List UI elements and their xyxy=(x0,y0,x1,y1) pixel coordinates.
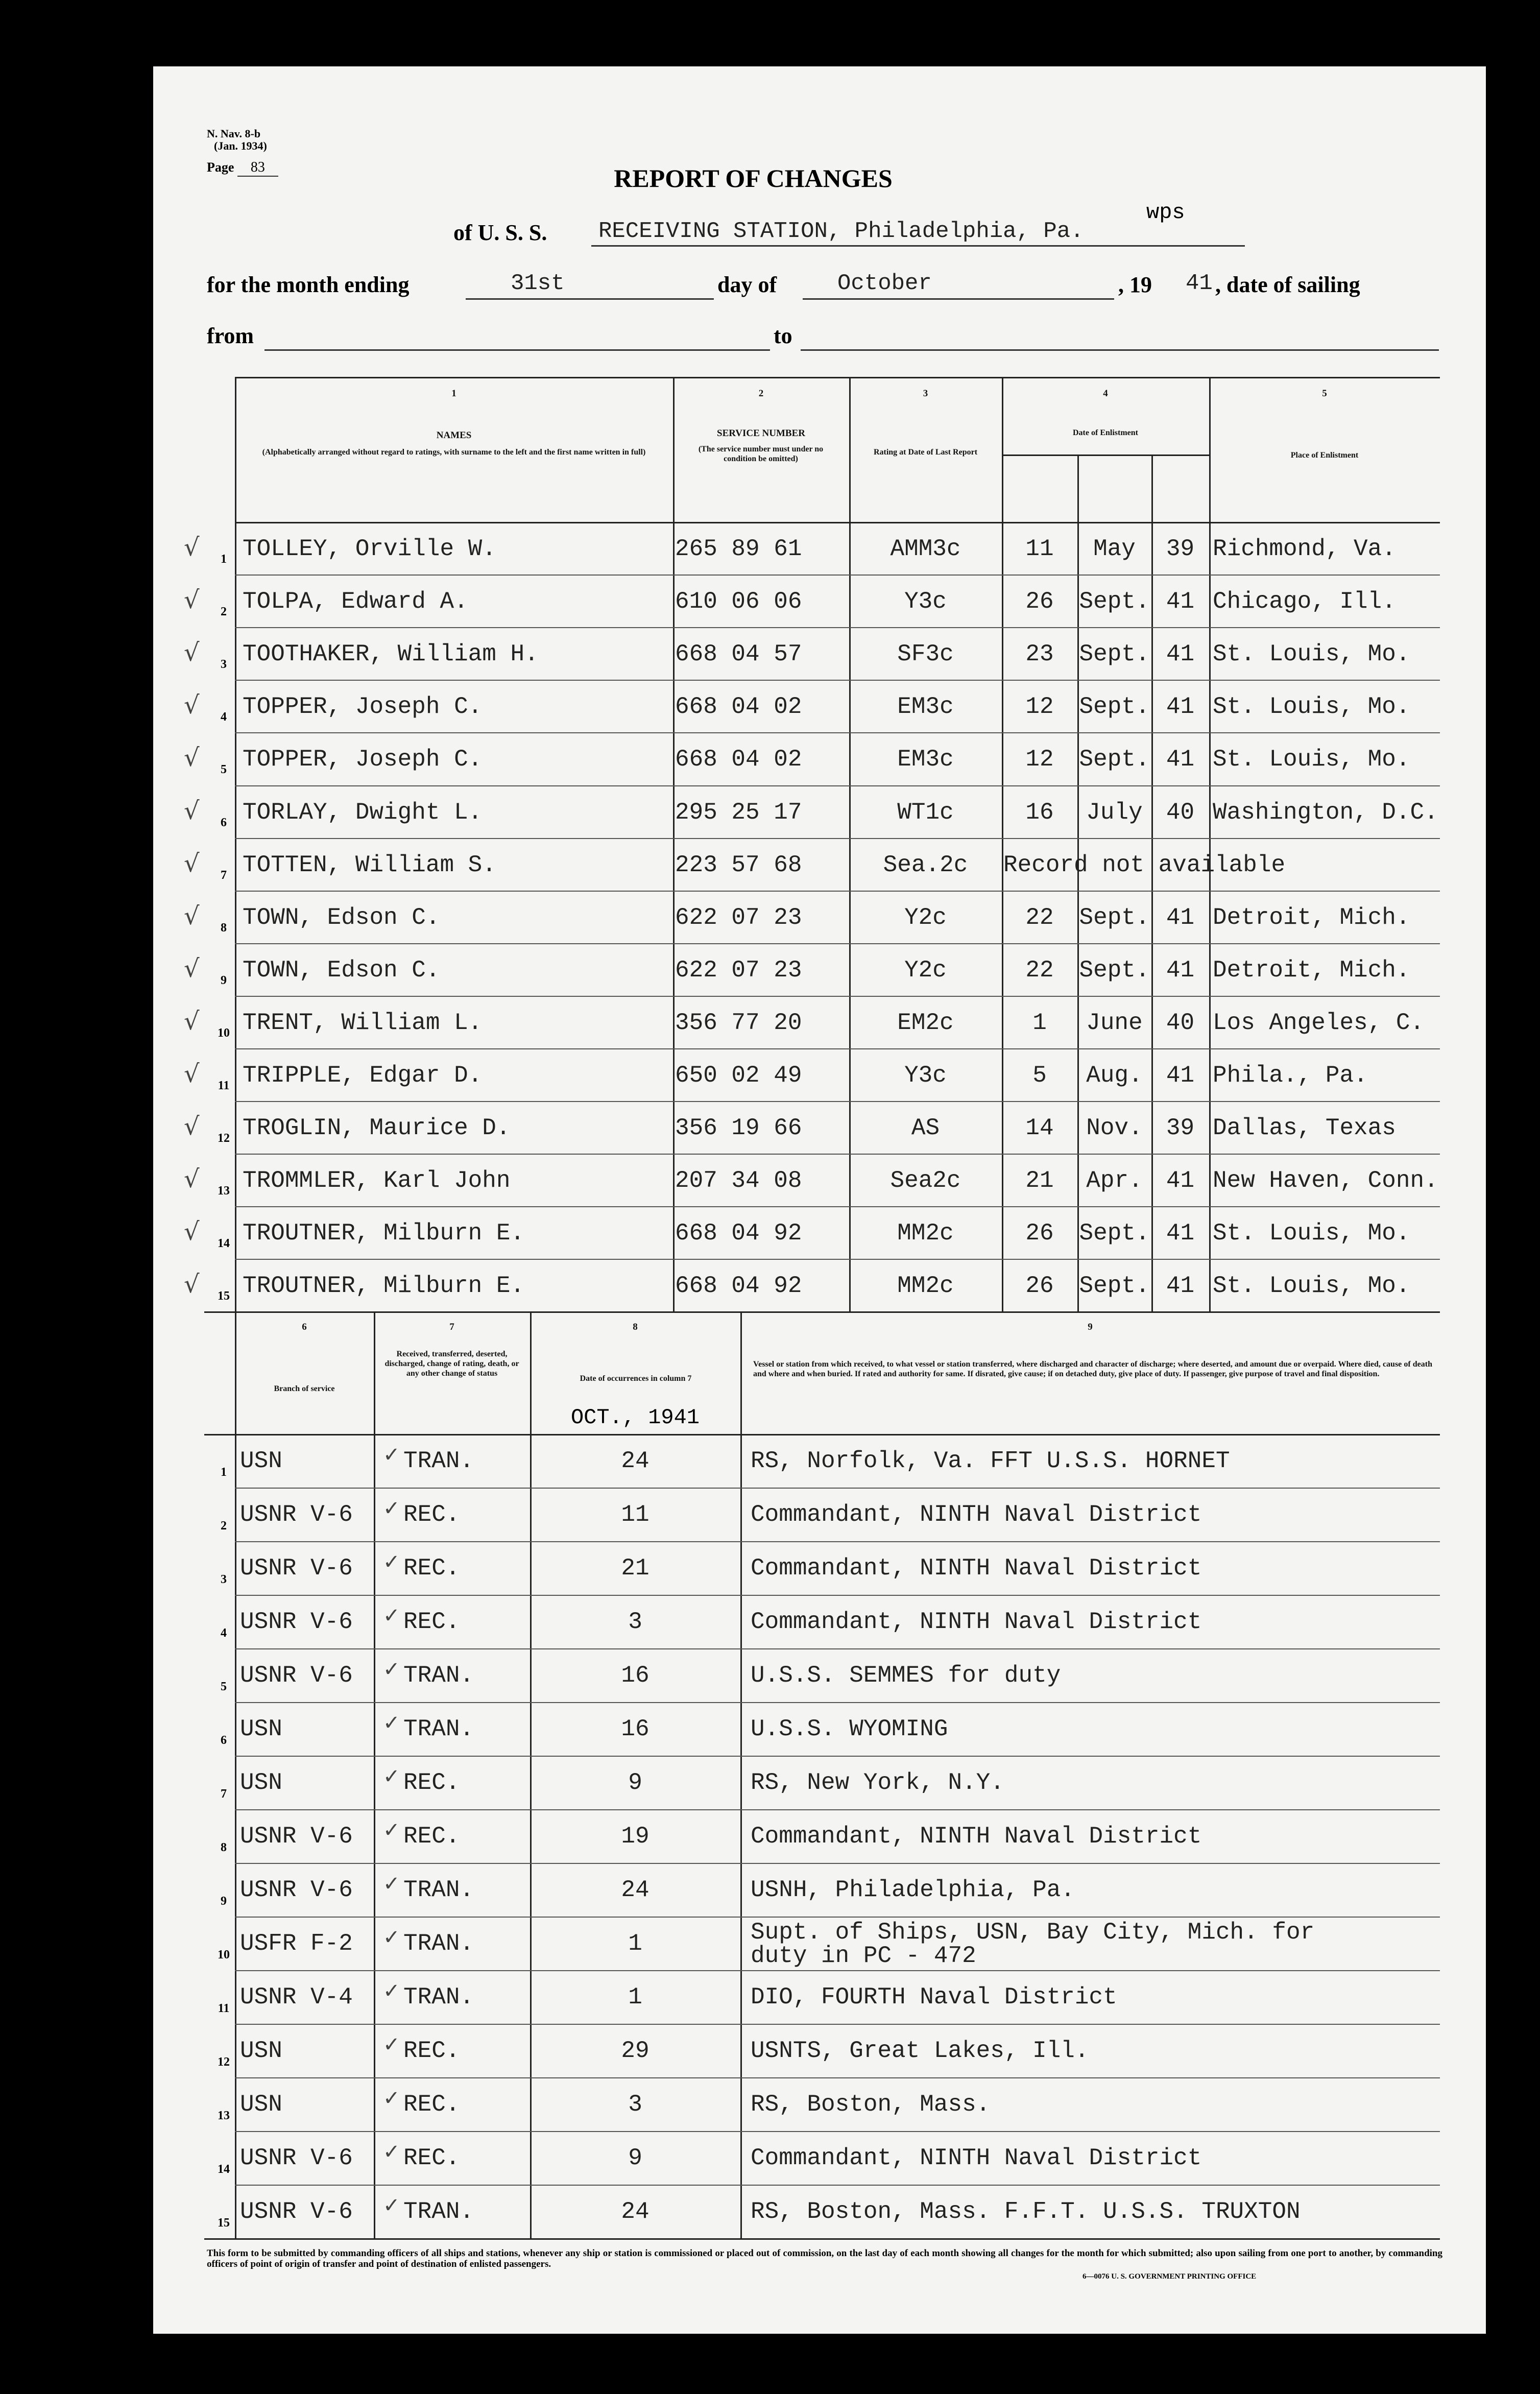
service-number: 223 57 68 xyxy=(675,851,802,878)
year-prefix: , 19 xyxy=(1118,272,1152,297)
status-change: TRAN. xyxy=(403,1930,474,1957)
branch-of-service: USN xyxy=(240,1716,282,1742)
check-mark: ✓ xyxy=(383,1979,400,2003)
status-change: TRAN. xyxy=(403,1716,474,1742)
rating: Y2c xyxy=(904,956,947,984)
row-number: 9 xyxy=(221,973,227,987)
enlistment-place: Richmond, Va. xyxy=(1213,536,1396,562)
row-number: 2 xyxy=(221,1519,227,1533)
enlistment-month: Aug. xyxy=(1086,1062,1143,1089)
from-label: from xyxy=(207,323,254,348)
check-mark: √ xyxy=(184,744,200,773)
form-instructions: This form to be submitted by commanding officers of all ships and stations, whenever any ship or station is commissioned or placed out of commission, on the last day of each month showing all changes for the month for which submitted; also upon sailing from one port to another, by commanding officers of point of origin of transfer and point of destination of enlisted passengers. xyxy=(207,2248,1442,2269)
status-change: REC. xyxy=(403,1501,460,1528)
enlistment-month: Apr. xyxy=(1086,1167,1143,1194)
check-mark: ✓ xyxy=(383,1765,400,1788)
row-rule xyxy=(235,1702,1440,1703)
remarks: Commandant, NINTH Naval District xyxy=(751,2145,1202,2171)
rating: Sea2c xyxy=(890,1167,961,1194)
service-number: 650 02 49 xyxy=(675,1062,802,1089)
enlistment-day: 26 xyxy=(1025,588,1054,615)
row-number: 15 xyxy=(218,1289,230,1303)
service-number: 356 77 20 xyxy=(675,1009,802,1036)
row-number: 2 xyxy=(221,605,227,619)
status-change: REC. xyxy=(403,2145,460,2171)
enlistment-month: Sept. xyxy=(1079,693,1150,721)
enlistment-year: 41 xyxy=(1166,1273,1195,1300)
rating: Y3c xyxy=(904,1062,947,1089)
row-number: 9 xyxy=(221,1895,227,1908)
enlistment-month: June xyxy=(1086,1009,1143,1036)
rating: Y2c xyxy=(904,904,947,931)
enlistment-year: 41 xyxy=(1166,1220,1195,1247)
row-rule xyxy=(235,1756,1440,1757)
enlistment-place: St. Louis, Mo. xyxy=(1213,746,1410,773)
enlistment-place: Dallas, Texas xyxy=(1213,1115,1396,1142)
branch-of-service: USN xyxy=(240,1769,282,1796)
occurrence-day: 16 xyxy=(621,1662,649,1689)
rating: Sea.2c xyxy=(883,851,968,878)
page-number: Page 83 xyxy=(207,159,278,177)
check-mark: ✓ xyxy=(383,1926,400,1949)
row-rule xyxy=(235,2131,1440,2132)
remarks: RS, Norfolk, Va. FFT U.S.S. HORNET xyxy=(751,1448,1230,1474)
status-change: REC. xyxy=(403,2091,460,2118)
person-name: TORLAY, Dwight L. xyxy=(243,799,483,826)
person-name: TOLLEY, Orville W. xyxy=(243,536,496,562)
row-rule xyxy=(235,1101,1440,1102)
remarks: U.S.S. WYOMING xyxy=(751,1716,948,1742)
person-name: TOTTEN, William S. xyxy=(243,851,496,878)
enlistment-place: St. Louis, Mo. xyxy=(1213,693,1410,721)
enlistment-year: 41 xyxy=(1166,956,1195,984)
enlistment-year: 39 xyxy=(1166,1115,1195,1142)
row-number: 3 xyxy=(221,658,227,672)
check-mark: √ xyxy=(184,586,200,615)
enlistment-day: 16 xyxy=(1025,799,1054,826)
month-ending-label: for the month ending xyxy=(207,272,410,297)
row-number: 14 xyxy=(218,2163,230,2176)
remarks: U.S.S. SEMMES for duty xyxy=(751,1662,1061,1689)
service-number: 356 19 66 xyxy=(675,1115,802,1142)
row-rule xyxy=(235,838,1440,839)
col-date-header: Date of occurrences in column 7 xyxy=(580,1374,692,1383)
remarks: USNTS, Great Lakes, Ill. xyxy=(751,2038,1089,2064)
of-uss-label: of U. S. S. xyxy=(453,220,547,245)
remarks: RS, New York, N.Y. xyxy=(751,1769,1004,1796)
check-mark: √ xyxy=(184,1217,200,1247)
check-mark: √ xyxy=(184,849,200,878)
enlistment-place: Los Angeles, C. xyxy=(1213,1009,1425,1036)
clerk-initials: wps xyxy=(1146,200,1185,225)
enlistment-day: 5 xyxy=(1032,1062,1047,1089)
day-of-label: day of xyxy=(717,272,777,297)
rating: MM2c xyxy=(897,1273,954,1300)
row-number: 12 xyxy=(218,1132,230,1145)
row-number: 8 xyxy=(221,921,227,935)
enlistment-year: 39 xyxy=(1166,536,1195,562)
form-sheet: N. Nav. 8-b (Jan. 1934) Page 83 REPORT OF CHANGES wps of U. S. S. RECEIVING STATION, Philadelphia, Pa. for the month ending 31st day of October , 19 41 , date of sailing from to 1 NAMES (Alphabetically arranged without regard to ratings, with surname to the left and the first name written in full) 2 SERVICE NUMBER (The service number must under no condition be omitted) 3 Rating at Date of Last Report 4 Date of Enlistment 5 Place of Enlistment 1 √ TOLLEY, Orville W. 265 89 61 AMM3c 11 May 39 Richmond, Va. 2 √ TOLPA, Edward A. 610 06 06 Y3c 26 Sept. 41 Chicago, Ill. 3 √ TOOTHAKER, William H. 668 04 57 SF3c 23 Sept. 41 St. Louis, Mo. 4 √ TOPPER, Joseph C. 668 04 02 EM3c 12 Sept. 41 St. Louis, Mo. 5 √ TOPPER, Joseph C. 668 04 02 EM3c 12 Sept. 41 St. Louis, Mo. 6 √ TORLAY, Dwight L. 295 25 17 WT1c 16 July 40 Washington, D.C. 7 √ TOTTEN, William S. 223 57 68 Sea.2c Record not available 8 √ TOWN, Edson C. 622 07 23 Y2c 22 Sept. 41 Detroit, Mich. 9 √ TOWN, Edson C. 622 07 23 Y2c 22 Sept. 41 Detroit, Mich. 10 √ TRENT, William L. 356 77 20 EM2c 1 June 40 Los Angeles, C. 11 √ TRIPPLE, Edgar D. 650 02 49 Y3c 5 Aug. 41 Phila., Pa. 12 √ TROGLIN, Maurice D. 356 19 66 AS 14 Nov. 39 Dallas, Texas 13 √ TROMMLER, Karl John 207 34 08 Sea2c 21 Apr. 41 New Haven, Conn. 14 √ TROUTNER, Milburn E. 668 04 92 MM2c 26 Sept. 41 St. Louis, Mo. 15 √ TROUTNER, Milburn E. 668 04 92 MM2c 26 Sept. 41 St. Louis, Mo. 6 Branch of service 7 Received, transferred, deserted, discharged, change of rating, death, or any other change of status 8 Date of occurrences in column 7 OCT., 1941 9 Vessel or station from which received, to what vessel or station transferred, where discharged and character of discharge; where deserted, and amount due or overpaid. Where died, cause of death and where and when buried. If rated and authority for same. If disrated, give cause; if on detached duty, give place of duty. If passenger, give purpose of travel and final disposition. 1 USN ✓ TRAN. 24 RS, Norfolk, Va. FFT U.S.S. HORNET 2 USNR V-6 ✓ REC. 11 Commandant, NINTH Naval District 3 USNR V-6 ✓ REC. 21 Commandant, NINTH Naval District 4 USNR V-6 ✓ REC. 3 Commandant, NINTH Naval District 5 USNR V-6 ✓ TRAN. 16 U.S.S. SEMMES for duty 6 USN ✓ TRAN. 16 U.S.S. WYOMING 7 USN ✓ REC. 9 RS, New York, N.Y. 8 USNR V-6 ✓ REC. 19 Commandant, NINTH Naval District 9 USNR V-6 ✓ TRAN. 24 USNH, Philadelphia, Pa. 10 USFR F-2 ✓ TRAN. 1 Supt. of Ships, USN, Bay City, Mich. for duty in PC - 472 11 USNR V-4 ✓ TRAN. 1 DIO, FOURTH Naval District 12 USN ✓ REC. 29 USNTS, Great Lakes, Ill. 13 USN ✓ REC. 3 RS, Boston, Mass. 14 USNR V-6 ✓ REC. 9 Commandant, NINTH Naval District 15 USNR V-6 ✓ TRAN. 24 RS, Boston, Mass. F.F.T. U.S.S. TRUXTON This form to be submitted by commanding officers of all ships and stations, whenever any ship or station is commissioned or placed out of commission, on the last day of each month showing all changes for the month for which submitted; also upon sailing from one port to another, by commanding officers of point of origin of transfer and point of destination of enlisted passengers. 6—0076 U. S. GOVERNMENT PRINTING OFFICE xyxy=(153,66,1486,2334)
row-number: 4 xyxy=(221,1626,227,1640)
check-mark: √ xyxy=(184,901,200,930)
check-mark: √ xyxy=(184,1112,200,1141)
col-branch-header: Branch of service xyxy=(274,1384,335,1393)
col-service-number-header: SERVICE NUMBER xyxy=(717,428,805,439)
branch-of-service: USNR V-6 xyxy=(240,1823,353,1850)
remarks: Commandant, NINTH Naval District xyxy=(751,1609,1202,1635)
enlistment-year: 41 xyxy=(1166,746,1195,773)
check-mark: √ xyxy=(184,691,200,720)
rating: EM2c xyxy=(897,1009,954,1036)
person-name: TOWN, Edson C. xyxy=(243,956,440,984)
row-number: 3 xyxy=(221,1573,227,1586)
service-number: 668 04 92 xyxy=(675,1220,802,1247)
row-number: 11 xyxy=(218,2002,230,2015)
occurrence-day: 9 xyxy=(628,1769,642,1796)
enlistment-month: Nov. xyxy=(1086,1115,1143,1142)
check-mark: ✓ xyxy=(383,1818,400,1842)
enlistment-place: St. Louis, Mo. xyxy=(1213,1220,1410,1247)
row-number: 5 xyxy=(221,1680,227,1693)
service-number: 622 07 23 xyxy=(675,956,802,984)
occurrence-day: 24 xyxy=(621,2198,649,2225)
enlistment-day: 22 xyxy=(1025,956,1054,984)
remarks-continued: duty in PC - 472 xyxy=(751,1943,976,1969)
binder-hole xyxy=(77,1424,138,1452)
branch-of-service: USNR V-4 xyxy=(240,1984,353,2010)
row-rule xyxy=(235,1648,1440,1649)
person-name: TROUTNER, Milburn E. xyxy=(243,1273,525,1300)
person-name: TROGLIN, Maurice D. xyxy=(243,1115,511,1142)
page-title: REPORT OF CHANGES xyxy=(614,164,893,193)
col-remarks-header: Vessel or station from which received, to what vessel or station transferred, where discharged and character of discharge; where deserted, and amount due or overpaid. Where died, cause of death and where and when buried. If rated and authority for same. If disrated, give cause; if on detached duty, give place of duty. If passenger, give purpose of travel and final disposition. xyxy=(753,1360,1432,1378)
check-mark: ✓ xyxy=(383,1497,400,1520)
row-rule xyxy=(235,785,1440,786)
check-mark: ✓ xyxy=(383,1604,400,1627)
service-number: 668 04 57 xyxy=(675,641,802,668)
enlistment-day: 14 xyxy=(1025,1115,1054,1142)
service-number: 668 04 02 xyxy=(675,746,802,773)
row-number: 8 xyxy=(221,1841,227,1854)
enlistment-year: 41 xyxy=(1166,1167,1195,1194)
person-name: TROMMLER, Karl John xyxy=(243,1167,511,1194)
col-status-header: Received, transferred, deserted, discharged, change of rating, death, or any other change of status xyxy=(384,1350,519,1378)
row-number: 15 xyxy=(218,2216,230,2230)
branch-of-service: USNR V-6 xyxy=(240,1555,353,1582)
enlistment-month: July xyxy=(1086,799,1143,826)
status-change: REC. xyxy=(403,1823,460,1850)
rating: SF3c xyxy=(897,641,954,668)
check-mark: ✓ xyxy=(383,2033,400,2056)
printer-mark: 6—0076 U. S. GOVERNMENT PRINTING OFFICE xyxy=(1082,2272,1257,2281)
enlistment-year: 41 xyxy=(1166,1062,1195,1089)
row-rule xyxy=(235,1154,1440,1155)
rating: EM3c xyxy=(897,693,954,721)
person-name: TRIPPLE, Edgar D. xyxy=(243,1062,483,1089)
row-rule xyxy=(235,627,1440,628)
col-place-header: Place of Enlistment xyxy=(1290,451,1359,460)
person-name: TOPPER, Joseph C. xyxy=(243,693,483,721)
enlistment-place: New Haven, Conn. xyxy=(1213,1167,1438,1194)
row-rule xyxy=(235,1863,1440,1864)
occurrence-day: 24 xyxy=(621,1877,649,1903)
row-rule xyxy=(235,732,1440,733)
rating: EM3c xyxy=(897,746,954,773)
service-number: 610 06 06 xyxy=(675,588,802,615)
branch-of-service: USNR V-6 xyxy=(240,2145,353,2171)
status-change: TRAN. xyxy=(403,1662,474,1689)
enlistment-year: 40 xyxy=(1166,799,1195,826)
branch-of-service: USN xyxy=(240,2038,282,2064)
row-number: 13 xyxy=(218,2109,230,2122)
row-rule xyxy=(235,1259,1440,1260)
check-mark: ✓ xyxy=(383,1872,400,1896)
enlistment-day: 22 xyxy=(1025,904,1054,931)
row-number: 12 xyxy=(218,2055,230,2069)
status-change: TRAN. xyxy=(403,1984,474,2010)
check-mark: ✓ xyxy=(383,2087,400,2110)
ship-name: RECEIVING STATION, Philadelphia, Pa. xyxy=(598,219,1084,244)
row-number: 7 xyxy=(221,868,227,882)
year-value: 41 xyxy=(1186,271,1213,296)
service-number: 265 89 61 xyxy=(675,536,802,562)
row-number: 14 xyxy=(218,1237,230,1251)
enlistment-month: Sept. xyxy=(1079,1273,1150,1300)
branch-of-service: USFR F-2 xyxy=(240,1930,353,1957)
enlistment-place: Washington, D.C. xyxy=(1213,799,1438,826)
person-name: TRENT, William L. xyxy=(243,1009,483,1036)
check-mark: √ xyxy=(184,796,200,825)
service-number: 622 07 23 xyxy=(675,904,802,931)
person-name: TOOTHAKER, William H. xyxy=(243,641,539,668)
rating: WT1c xyxy=(897,799,954,826)
row-rule xyxy=(235,1488,1440,1489)
person-name: TOLPA, Edward A. xyxy=(243,588,468,615)
check-mark: √ xyxy=(184,1165,200,1194)
enlistment-year: 41 xyxy=(1166,588,1195,615)
row-rule xyxy=(235,891,1440,892)
check-mark: √ xyxy=(184,1007,200,1036)
enlistment-month: Sept. xyxy=(1079,1220,1150,1247)
status-change: TRAN. xyxy=(403,2198,474,2225)
enlistment-place: Detroit, Mich. xyxy=(1213,904,1410,931)
enlistment-year: 40 xyxy=(1166,1009,1195,1036)
status-change: REC. xyxy=(403,1769,460,1796)
branch-of-service: USNR V-6 xyxy=(240,1609,353,1635)
col-enlistment-date-header: Date of Enlistment xyxy=(1073,428,1138,437)
remarks: Commandant, NINTH Naval District xyxy=(751,1555,1202,1582)
enlistment-place: Detroit, Mich. xyxy=(1213,956,1410,984)
row-rule xyxy=(235,1048,1440,1049)
enlistment-place: St. Louis, Mo. xyxy=(1213,641,1410,668)
enlistment-place: Chicago, Ill. xyxy=(1213,588,1396,615)
row-rule xyxy=(235,1595,1440,1596)
row-number: 10 xyxy=(218,1026,230,1040)
occurrence-day: 3 xyxy=(628,2091,642,2118)
row-rule xyxy=(235,1917,1440,1918)
rating: Y3c xyxy=(904,588,947,615)
occurrence-day: 19 xyxy=(621,1823,649,1850)
check-mark: ✓ xyxy=(383,1443,400,1467)
status-change: REC. xyxy=(403,1609,460,1635)
service-number: 207 34 08 xyxy=(675,1167,802,1194)
enlistment-year: 41 xyxy=(1166,693,1195,721)
row-rule xyxy=(235,996,1440,997)
form-number: N. Nav. 8-b (Jan. 1934) xyxy=(207,127,267,152)
binder-hole xyxy=(77,1909,138,1937)
row-rule xyxy=(235,2024,1440,2025)
rating: MM2c xyxy=(897,1220,954,1247)
occurrence-month: OCT., 1941 xyxy=(570,1405,700,1430)
row-number: 1 xyxy=(221,553,227,566)
branch-of-service: USNR V-6 xyxy=(240,1877,353,1903)
check-mark: √ xyxy=(184,638,200,667)
rating: AS xyxy=(911,1115,940,1142)
enlistment-year: 41 xyxy=(1166,904,1195,931)
status-change: TRAN. xyxy=(403,1877,474,1903)
enlistment-day: 11 xyxy=(1025,536,1054,562)
occurrence-day: 16 xyxy=(621,1716,649,1742)
enlistment-month: Sept. xyxy=(1079,641,1150,668)
row-rule xyxy=(235,1970,1440,1971)
enlistment-day: 21 xyxy=(1025,1167,1054,1194)
enlistment-day: 12 xyxy=(1025,746,1054,773)
enlistment-place: Phila., Pa. xyxy=(1213,1062,1368,1089)
row-rule xyxy=(235,943,1440,944)
occurrence-day: 3 xyxy=(628,1609,642,1635)
row-number: 13 xyxy=(218,1184,230,1198)
occurrence-day: 21 xyxy=(621,1555,649,1582)
enlistment-month: Sept. xyxy=(1079,956,1150,984)
occurrence-day: 24 xyxy=(621,1448,649,1474)
col-names-header: NAMES xyxy=(436,430,472,441)
check-mark: ✓ xyxy=(383,2140,400,2164)
rating: AMM3c xyxy=(890,536,961,562)
row-rule xyxy=(235,1809,1440,1810)
branch-of-service: USN xyxy=(240,1448,282,1474)
month-value: October xyxy=(837,271,932,296)
branch-of-service: USN xyxy=(240,2091,282,2118)
service-number: 668 04 92 xyxy=(675,1273,802,1300)
row-number: 4 xyxy=(221,710,227,724)
person-name: TROUTNER, Milburn E. xyxy=(243,1220,525,1247)
enlistment-place: St. Louis, Mo. xyxy=(1213,1273,1410,1300)
branch-of-service: USNR V-6 xyxy=(240,1662,353,1689)
status-change: REC. xyxy=(403,2038,460,2064)
row-number: 6 xyxy=(221,1734,227,1747)
check-mark: √ xyxy=(184,1060,200,1088)
occurrence-day: 1 xyxy=(628,1984,642,2010)
date-of-sailing-label: , date of sailing xyxy=(1215,272,1360,297)
enlistment-year: 41 xyxy=(1166,641,1195,668)
enlistment-day: 1 xyxy=(1032,1009,1047,1036)
person-name: TOPPER, Joseph C. xyxy=(243,746,483,773)
enlistment-month: Sept. xyxy=(1079,746,1150,773)
check-mark: ✓ xyxy=(383,2194,400,2217)
enlistment-month: May xyxy=(1093,536,1136,562)
remarks: USNH, Philadelphia, Pa. xyxy=(751,1877,1075,1903)
to-label: to xyxy=(774,323,792,348)
check-mark: √ xyxy=(184,954,200,983)
enlistment-day: 26 xyxy=(1025,1220,1054,1247)
col-rating-header: Rating at Date of Last Report xyxy=(873,448,978,457)
branch-of-service: USNR V-6 xyxy=(240,2198,353,2225)
person-name: TOWN, Edson C. xyxy=(243,904,440,931)
occurrence-day: 9 xyxy=(628,2145,642,2171)
check-mark: √ xyxy=(184,1270,200,1299)
row-number: 6 xyxy=(221,816,227,829)
row-number: 1 xyxy=(221,1466,227,1479)
check-mark: ✓ xyxy=(383,1658,400,1681)
remarks: Commandant, NINTH Naval District xyxy=(751,1501,1202,1528)
status-change: REC. xyxy=(403,1555,460,1582)
enlistment-day: 23 xyxy=(1025,641,1054,668)
row-rule xyxy=(235,2185,1440,2186)
row-number: 10 xyxy=(218,1948,230,1961)
enlistment-note: Record not available xyxy=(1003,851,1286,878)
row-number: 11 xyxy=(218,1079,230,1092)
binder-hole xyxy=(77,449,138,478)
day-value: 31st xyxy=(511,271,565,296)
check-mark: ✓ xyxy=(383,1711,400,1735)
remarks: RS, Boston, Mass. xyxy=(751,2091,991,2118)
row-rule xyxy=(235,1541,1440,1542)
check-mark: √ xyxy=(184,533,200,562)
branch-of-service: USNR V-6 xyxy=(240,1501,353,1528)
remarks: DIO, FOURTH Naval District xyxy=(751,1984,1117,2010)
enlistment-day: 26 xyxy=(1025,1273,1054,1300)
occurrence-day: 11 xyxy=(621,1501,649,1528)
occurrence-day: 29 xyxy=(621,2038,649,2064)
row-rule xyxy=(235,574,1440,576)
service-number: 295 25 17 xyxy=(675,799,802,826)
remarks: Supt. of Ships, USN, Bay City, Mich. for xyxy=(751,1919,1315,1946)
remarks: RS, Boston, Mass. F.F.T. U.S.S. TRUXTON xyxy=(751,2198,1301,2225)
row-rule xyxy=(235,680,1440,681)
enlistment-day: 12 xyxy=(1025,693,1054,721)
occurrence-day: 1 xyxy=(628,1930,642,1957)
status-change: TRAN. xyxy=(403,1448,474,1474)
enlistment-month: Sept. xyxy=(1079,904,1150,931)
row-rule xyxy=(235,1206,1440,1207)
check-mark: ✓ xyxy=(383,1550,400,1574)
service-number: 668 04 02 xyxy=(675,693,802,721)
enlistment-month: Sept. xyxy=(1079,588,1150,615)
row-rule xyxy=(235,2077,1440,2078)
row-number: 7 xyxy=(221,1787,227,1801)
row-number: 5 xyxy=(221,763,227,777)
remarks: Commandant, NINTH Naval District xyxy=(751,1823,1202,1850)
binder-hole xyxy=(77,933,138,962)
